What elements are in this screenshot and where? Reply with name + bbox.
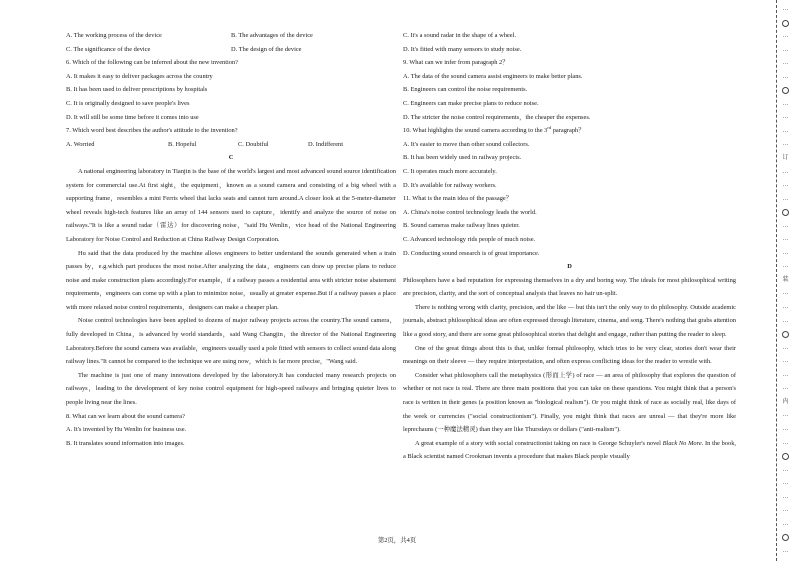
paragraph-5-text: A great example of a story with social constructionist taking on race is George Schuyler's novel (415, 439, 663, 447)
q8-option-d: D. It's fitted with many sensors to study noise. (403, 45, 522, 53)
q11-question: 11. What is the main idea of the passage？ (403, 195, 513, 203)
binding-dots: … (782, 141, 789, 148)
binding-dots: … (782, 317, 789, 324)
q9-option-d: D. The stricter the noise control requirements，the cheaper the expenses. (403, 113, 591, 121)
q9-option-c: C. Engineers can make precise plans to reduce noise. (403, 99, 539, 107)
binding-dots: … (782, 344, 789, 351)
binding-dots: … (782, 520, 789, 527)
binding-margin (779, 0, 792, 561)
passage-d-paragraph-4: Consider what philosophers call the metaphysics (形而上学) of race — an area of philosophy that explores the question of whether or not race is real. There are three main positions that you can take on these questions. You might think that a person's race is written in their genes (a position known as "biological realism"). Or you might think of race as socially real, like days of the week or currencies ("social constructionism"). Finally, you might think that races are unreal — that they're more like leprechauns (一种魔法精灵) than they are like Thursdays or dollars ("anti-realism"). (403, 371, 736, 434)
q7-option-d: D. Indifferent (308, 140, 344, 148)
q10-option-b: B. It has been widely used in railway projects. (403, 154, 522, 162)
q5-options-row1 (66, 29, 396, 43)
binding-dots: … (782, 290, 789, 297)
binding-dots: … (782, 304, 789, 311)
section-d-heading: D (567, 263, 572, 271)
binding-dots: … (782, 60, 789, 67)
q11-option-a: A. China's noise control technology leads the world. (403, 208, 537, 216)
binding-dots: … (782, 466, 789, 473)
binding-dots: … (782, 439, 789, 446)
novel-title: Black No More (662, 439, 702, 447)
binding-dots: … (782, 480, 789, 487)
q7-option-b: B. Hopeful (168, 140, 197, 148)
paragraph-5-text-cont: . In the book, a Black scientist named Crookman invents a procedure that makes Black people visually (403, 439, 736, 461)
q8-option-c: C. It's a sound radar in the shape of a wheel. (403, 32, 516, 39)
q7-option-c: C. Doubtful (238, 140, 269, 148)
q7-option-a: A. Worried (66, 140, 95, 148)
q6-option-d: D. It will still be some time before it comes into use (66, 113, 199, 121)
binding-dots: … (782, 358, 789, 365)
q10-question-text: 10. What highlights the sound camera according to the 3 (403, 127, 548, 135)
binding-label: 内 (782, 398, 789, 405)
passage-d-paragraph-1: Philosophers have a bad reputation for expressing themselves in a dry and boring way. The ideals for most philosophical writing are precision, clarity, and the sort of conceptual analysis that leaves no hair un-split. (403, 276, 736, 298)
q10-option-d: D. It's available for railway workers. (403, 181, 497, 189)
q8-option-a: A. It's invented by Hu Wenlin for business use. (66, 426, 187, 434)
right-column (403, 29, 736, 464)
binding-circle-icon (782, 534, 789, 541)
q10-question-end: paragraph？ (551, 127, 585, 135)
q9-option-a: A. The data of the sound camera assist engineers to make better plans. (403, 72, 583, 80)
q10-superscript: rd (547, 125, 552, 131)
binding-circle-icon (782, 87, 789, 94)
binding-line (776, 0, 777, 561)
binding-dots: … (782, 46, 789, 53)
passage-c-paragraph-4: The machine is just one of many innovations developed by the laboratory.It has conducted many research projects on railways，leading to the development of key noise control equipment for high-speed railways and bringing quieter lives to people living near the lines. (66, 371, 396, 407)
binding-dots: … (782, 127, 789, 134)
left-column (66, 29, 396, 450)
binding-label: 装 (782, 276, 789, 283)
q6-option-b: B. It has been used to deliver prescriptions by hospitals (66, 86, 208, 94)
binding-dots: … (782, 195, 789, 202)
binding-circle-icon (782, 331, 789, 338)
passage-c-paragraph-1: A national engineering laboratory in Tianjin is the base of the world's largest and most advanced sound source identification system for commercial use.At first sight，the equipment，known as a sound camera and consisting of a big wheel with a supporting frame，resembles a mini Ferris wheel that lacks seats and cannot turn around.A closer look at the 5-meter-diameter wheel reveals high-tech features like an array of 144 sensors used to capture，identify and analyze the source of noise on railways."It is like a sound radar（雷达）for discovering noise，"said Hu Wenlin，vice head of the National Engineering Laboratory for Noise Control and Reduction at China Railway Design Corporation. (66, 167, 396, 243)
binding-label: 订 (782, 155, 789, 162)
q5-option-c: C. The significance of the device (66, 45, 151, 53)
binding-dots: … (782, 371, 789, 378)
q7-options (66, 138, 396, 152)
binding-dots: … (782, 182, 789, 189)
section-c-heading: C (228, 154, 234, 162)
binding-dots: … (782, 100, 789, 107)
binding-circle-icon (782, 209, 789, 216)
q8-option-b: B. It translates sound information into images. (66, 439, 185, 447)
binding-circle-icon (782, 20, 789, 27)
q5-option-b: B. The advantages of the device (231, 32, 313, 39)
q5-option-d: D. The design of the device (231, 45, 302, 53)
q6-option-c: C. It is originally designed to save people's lives (66, 99, 190, 107)
binding-dots: … (782, 168, 789, 175)
binding-dots: … (782, 236, 789, 243)
q11-option-b: B. Sound cameras make railway lines quieter. (403, 222, 520, 230)
passage-c-paragraph-2: Hu said that the data produced by the machine allows engineers to better understand the sounds generated when a train passes by，e.g.which part produces the most noise.After analyzing the data，engineers can draw up precise plans to reduce noise and make construction plans accordingly.For example，if a railway passes a residential area with stricter noise abatement requirements，engineers can come up with a plan to minimize noise，usually at greater expense.But if a railway passes a place with more relaxed noise control requirements，designers can make a cheaper plan. (66, 249, 396, 311)
passage-d-paragraph-2: There is nothing wrong with clarity, precision, and the like — but this isn't the only way to do philosophy. Outside academic journals, abstract philosophical ideas are often expressed through literature, cinema, and song. There's nothing that grabs attention like a good story, and there are some great philosophical stories that delight and engage, rather than putting the reader to sleep. (403, 303, 736, 339)
binding-dots: … (782, 425, 789, 432)
q10-option-c: C. It operates much more accurately. (403, 167, 497, 175)
q11-option-d: D. Conducting sound research is of great importance. (403, 249, 540, 257)
q9-question: 9. What can we infer from paragraph 2？ (403, 59, 509, 67)
q6-question: 6. Which of the following can be inferred about the new invention? (66, 59, 239, 67)
page-number: 第2页，共4页 (377, 537, 417, 544)
binding-dots: … (782, 33, 789, 40)
q5-option-a: A. The working process of the device (66, 32, 162, 39)
q7-question: 7. Which word best describes the author's attitude to the invention? (66, 127, 238, 135)
q10-option-a: A. It's easier to move than other sound collectors. (403, 140, 530, 148)
passage-d-paragraph-3: One of the great things about this is that, unlike formal philosophy, which tries to be very clear, stories don't wear their meanings on their sleeve — they require interpretation, and often express conflicting ideas for the reader to wrestle with. (403, 344, 736, 366)
q10-question (403, 124, 736, 138)
binding-dots: … (782, 493, 789, 500)
binding-dots: … (782, 385, 789, 392)
binding-dots: … (782, 222, 789, 229)
passage-c-paragraph-3: Noise control technologies have been applied to dozens of major railway projects across the country.The sound camera，fully developed in China，is advanced by world standards，said Wang Changjin，the director of the National Engineering Laboratory.Before the sound camera was available，engineers usually used a pole fitted with sensors to collect sound data along railway lines."It cannot be compared to the technique we are using now，which is far more precise，"Wang said. (66, 317, 396, 366)
binding-dots: … (782, 249, 789, 256)
passage-d-paragraph-5 (403, 437, 736, 464)
binding-dots: … (782, 6, 789, 12)
binding-dots: … (782, 73, 789, 80)
binding-dots: … (782, 507, 789, 514)
binding-dots: … (782, 114, 789, 121)
q11-option-c: C. Advanced technology rids people of much noise. (403, 235, 536, 243)
binding-circle-icon (782, 453, 789, 460)
binding-dots: … (782, 263, 789, 270)
q9-option-b: B. Engineers can control the noise requirements. (403, 86, 528, 94)
binding-dots: … (782, 412, 789, 419)
q5-options-row2 (66, 43, 396, 57)
binding-dots: … (782, 547, 789, 554)
q8-question: 8. What can we learn about the sound camera? (66, 412, 185, 420)
q6-option-a: A. It makes it easy to deliver packages across the country (66, 72, 213, 80)
